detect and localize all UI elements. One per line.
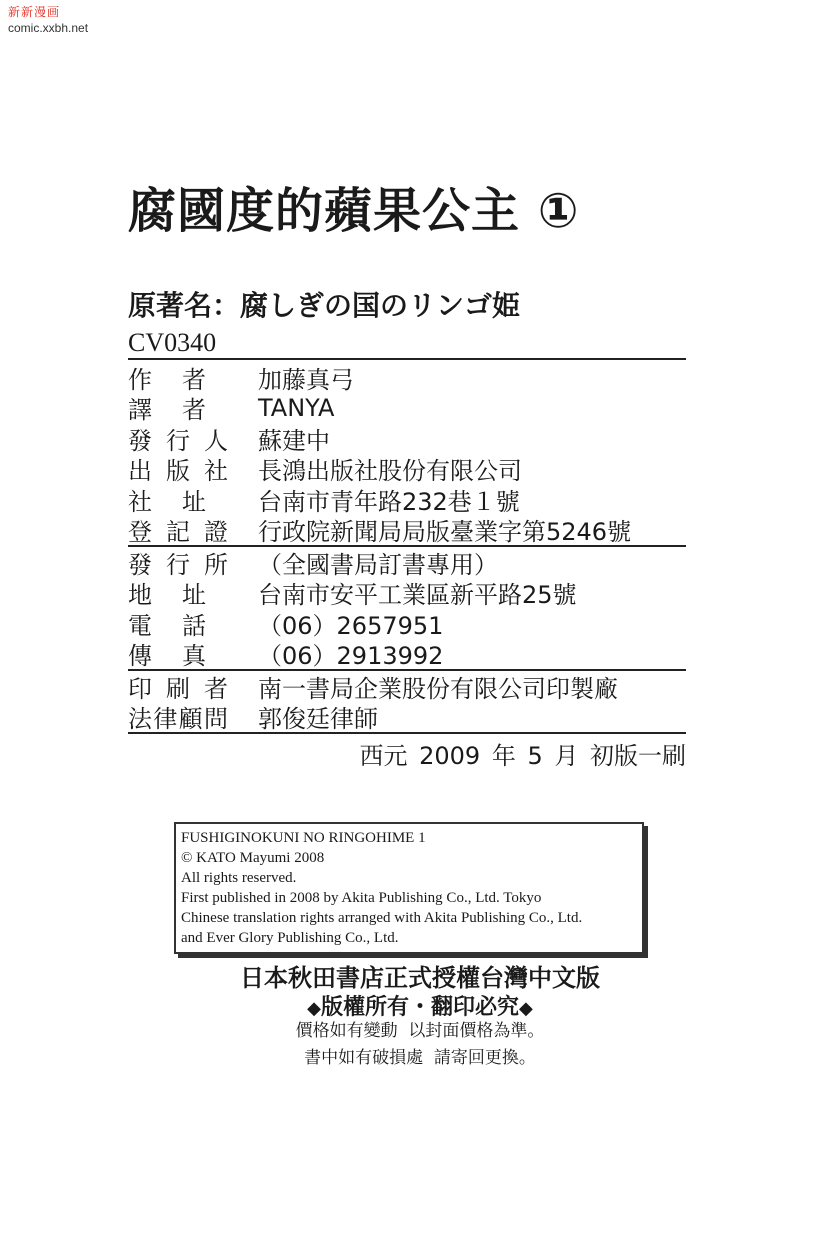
copyright-box — [174, 822, 644, 954]
credit-value: 台南市安平工業區新平路25號 — [258, 581, 577, 610]
credit-row — [128, 393, 686, 424]
credit-label-char: 譯 — [128, 396, 152, 425]
credit-row — [128, 608, 686, 639]
credit-value: （全國書局訂書專用） — [258, 550, 498, 579]
credit-value: （06）2913992 — [258, 642, 444, 671]
credits-group-1 — [128, 362, 686, 545]
rights-notice — [0, 990, 840, 1021]
copyright-lines — [176, 824, 642, 948]
credit-label-char: 人 — [204, 426, 228, 455]
credit-value: 台南市青年路232巷１號 — [258, 487, 520, 516]
credit-label-char: 律 — [153, 705, 178, 734]
credit-label-char: 記 — [166, 518, 190, 547]
credit-label-char: 行 — [166, 426, 190, 455]
copyright-line: and Ever Glory Publishing Co., Ltd. — [181, 930, 399, 946]
credit-value: TANYA — [258, 393, 335, 422]
credit-label-char: 地 — [128, 581, 152, 610]
rights-text: 版權所有・翻印必究 — [320, 995, 519, 1020]
product-code: CV0340 — [128, 328, 217, 357]
authorization-notice: 日本秋田書店正式授權台灣中文版 — [240, 964, 600, 992]
credit-row — [128, 423, 686, 454]
credit-row — [128, 702, 686, 733]
book-title-text: 腐國度的蘋果公主 — [128, 183, 521, 239]
credit-label-char: 版 — [166, 457, 190, 486]
credit-label-char: 顧 — [178, 705, 203, 734]
credit-value: 南一書局企業股份有限公司印製廠 — [258, 674, 618, 703]
credit-value: 蘇建中 — [258, 426, 330, 455]
credit-label-char: 址 — [182, 581, 206, 610]
edition-date: 西元 2009 年 5 月 初版一刷 — [359, 742, 686, 770]
credit-label-char: 登 — [128, 518, 152, 547]
code-divider — [128, 358, 686, 360]
credit-label — [128, 512, 228, 547]
credit-row — [128, 515, 686, 546]
credit-row — [128, 362, 686, 393]
credit-label-char: 者 — [182, 396, 206, 425]
price-notice: 價格如有變動 以封面價格為準。 — [295, 1021, 545, 1041]
credit-row — [128, 671, 686, 702]
credit-label-char: 者 — [182, 365, 206, 394]
credit-row — [128, 484, 686, 515]
credit-label-char: 話 — [182, 611, 206, 640]
watermark-brand: 新新漫画 — [8, 5, 61, 19]
credit-row — [128, 454, 686, 485]
copyright-line: Chinese translation rights arranged with Akita Publishing Co., Ltd. — [181, 910, 583, 926]
credit-value: 加藤真弓 — [258, 365, 354, 394]
notices — [0, 1018, 840, 1072]
credit-label-char: 證 — [204, 518, 228, 547]
copyright-line: © KATO Mayumi 2008 — [181, 850, 325, 866]
credit-label-char: 印 — [128, 674, 152, 703]
credits-block — [128, 362, 686, 734]
credit-label-char: 刷 — [166, 674, 190, 703]
credit-row — [128, 547, 686, 578]
credit-label-char: 出 — [128, 457, 152, 486]
diamond-icon: ◆ — [307, 998, 321, 1019]
credits-group-3 — [128, 671, 686, 732]
copyright-line: First published in 2008 by Akita Publishing Co., Ltd. Tokyo — [181, 890, 542, 906]
credit-value: 長鴻出版社股份有限公司 — [258, 457, 522, 486]
credit-label — [128, 699, 228, 734]
credit-label-char: 社 — [204, 457, 228, 486]
credit-label-char: 址 — [182, 487, 206, 516]
credit-label-char: 所 — [204, 550, 228, 579]
credit-label-char: 電 — [128, 611, 152, 640]
credit-label-char: 作 — [128, 365, 152, 394]
credit-label — [128, 636, 206, 671]
credit-label-char: 者 — [204, 674, 228, 703]
copyright-line: All rights reserved. — [181, 870, 297, 886]
damage-notice: 書中如有破損處 請寄回更換。 — [304, 1048, 536, 1068]
credit-label-char: 真 — [182, 642, 206, 671]
credit-row — [128, 639, 686, 670]
original-title: 原著名：腐しぎの国のリンゴ姫 — [128, 289, 521, 322]
watermark — [8, 4, 88, 36]
credit-label-char: 法 — [128, 705, 152, 734]
credit-label-char: 發 — [128, 426, 152, 455]
copyright-line: FUSHIGINOKUNI NO RINGOHIME 1 — [181, 830, 426, 846]
credit-row — [128, 578, 686, 609]
watermark-url: comic.xxbh.net — [8, 21, 89, 35]
diamond-icon: ◆ — [519, 998, 533, 1019]
credit-label-char: 行 — [166, 550, 190, 579]
credit-label-char: 社 — [128, 487, 152, 516]
volume-number: ① — [537, 183, 580, 239]
credit-label-char: 傳 — [128, 642, 152, 671]
credit-label-char: 發 — [128, 550, 152, 579]
credit-value: 行政院新聞局局版臺業字第5246號 — [258, 518, 632, 547]
credit-value: 郭俊廷律師 — [258, 705, 378, 734]
credits-group-2 — [128, 547, 686, 669]
book-title — [128, 172, 579, 241]
credit-value: （06）2657951 — [258, 611, 444, 640]
credit-label-char: 問 — [203, 705, 228, 734]
